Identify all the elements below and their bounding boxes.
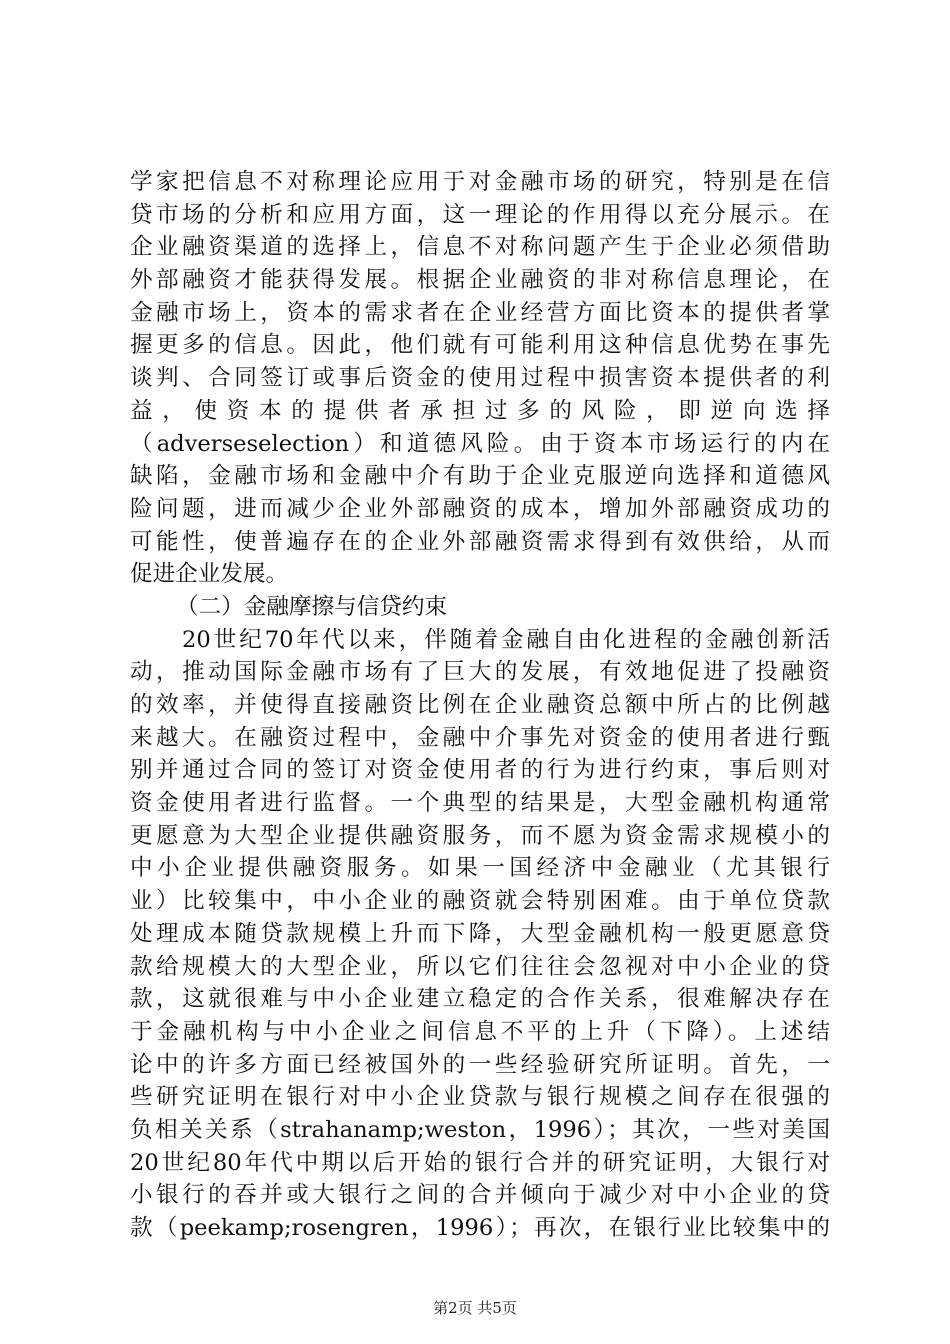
text-line: 金融市场上，资本的需求者在企业经营方面比资本的提供者掌 — [130, 299, 830, 326]
text-line: 处理成本随贷款规模上升而下降，大型金融机构一般更愿意贷 — [130, 920, 830, 947]
page-number: 第2页 共5页 — [433, 1299, 517, 1317]
text-line: 于金融机构与中小企业之间信息不平的上升（下降）。上述结 — [130, 1018, 830, 1045]
text-line: 谈判、合同签订或事后资金的使用过程中损害资本提供者的利 — [130, 365, 830, 392]
text-line: 资金使用者进行监督。一个典型的结果是，大型金融机构通常 — [130, 790, 830, 817]
text-line: 业）比较集中，中小企业的融资就会特别困难。由于单位贷款 — [130, 888, 830, 915]
text-line: 20世纪70年代以来，伴随着金融自由化进程的金融创新活 — [182, 626, 830, 653]
text-line: 企业融资渠道的选择上，信息不对称问题产生于企业必须借助 — [130, 234, 830, 261]
text-line: 中小企业提供融资服务。如果一国经济中金融业（尤其银行 — [130, 855, 830, 882]
text-line: 款，这就很难与中小企业建立稳定的合作关系，很难解决存在 — [130, 986, 830, 1013]
paragraph-2 — [130, 624, 830, 1245]
text-line: 更愿意为大型企业提供融资服务，而不愿为资金需求规模小的 — [130, 822, 830, 849]
text-line: 些研究证明在银行对中小企业贷款与银行规模之间存在很强的 — [130, 1084, 830, 1111]
text-line: 险问题，进而减少企业外部融资的成本，增加外部融资成功的 — [130, 495, 830, 522]
text-line: 小银行的吞并或大银行之间的合并倾向于减少对中小企业的贷 — [130, 1182, 830, 1209]
text-line: （adverseselection）和道德风险。由于资本市场运行的内在 — [130, 430, 830, 457]
text-line: 款（peekamp;rosengren，1996）；再次，在银行业比较集中的 — [130, 1215, 830, 1241]
text-line: 20世纪80年代中期以后开始的银行合并的研究证明，大银行对 — [130, 1149, 830, 1176]
heading-text: （二）金融摩擦与信贷约束 — [176, 593, 448, 620]
text-line: 握更多的信息。因此，他们就有可能利用这种信息优势在事先 — [130, 332, 830, 359]
text-line: 学家把信息不对称理论应用于对金融市场的研究，特别是在信 — [130, 169, 830, 195]
text-line: 论中的许多方面已经被国外的一些经验研究所证明。首先，一 — [130, 1051, 830, 1078]
text-line: 负相关关系（strahanamp;weston，1996）；其次，一些对美国 — [130, 1116, 830, 1143]
text-line: 动，推动国际金融市场有了巨大的发展，有效地促进了投融资 — [130, 659, 830, 686]
text-line: 益，使资本的提供者承担过多的风险，即逆向选择 — [130, 397, 830, 424]
text-line: 缺陷，金融市场和金融中介有助于企业克服逆向选择和道德风 — [130, 463, 830, 490]
document-body — [130, 166, 830, 1245]
text-line: 外部融资才能获得发展。根据企业融资的非对称信息理论，在 — [130, 267, 830, 294]
text-line: 来越大。在融资过程中，金融中介事先对资金的使用者进行甄 — [130, 724, 830, 751]
text-line: 的效率，并使得直接融资比例在企业融资总额中所占的比例越 — [130, 692, 830, 718]
text-line: 促进企业发展。 — [130, 561, 289, 588]
text-line: 贷市场的分析和应用方面，这一理论的作用得以充分展示。在 — [130, 201, 830, 228]
section-heading — [130, 591, 830, 624]
text-line: 款给规模大的大型企业，所以它们往往会忽视对中小企业的贷 — [130, 953, 830, 980]
page-footer — [0, 1298, 950, 1318]
text-line: 别并通过合同的签订对资金使用者的行为进行约束，事后则对 — [130, 757, 830, 784]
text-line: 可能性，使普遍存在的企业外部融资需求得到有效供给，从而 — [130, 528, 830, 555]
paragraph-1 — [130, 166, 830, 591]
